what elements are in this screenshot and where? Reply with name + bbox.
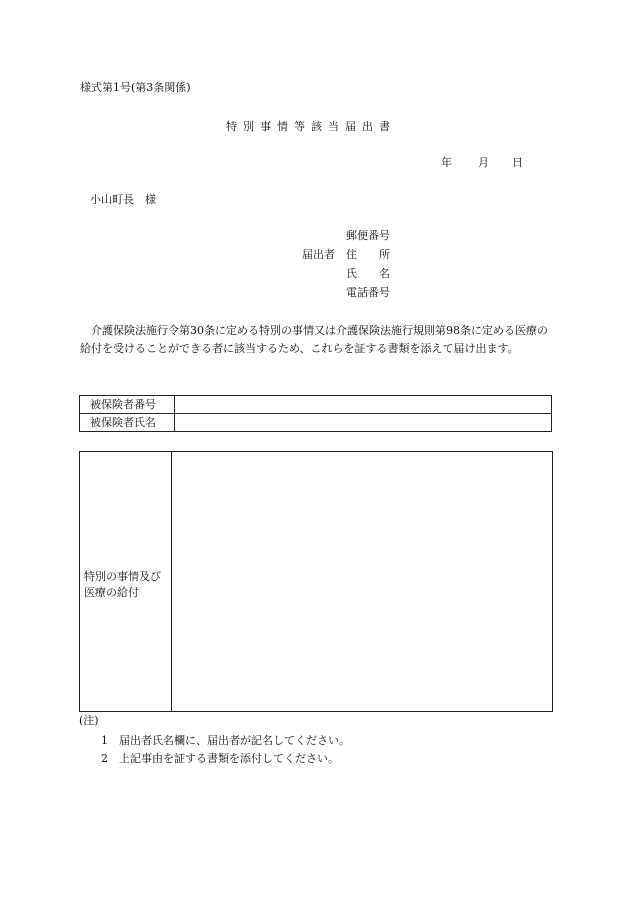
notes-header: (注)	[79, 714, 99, 727]
note-1-number: 1	[101, 734, 108, 747]
insured-number-row	[80, 396, 552, 414]
date-year-label: 年	[441, 156, 452, 169]
insured-name-field[interactable]	[175, 414, 552, 432]
insured-name-label: 被保険者氏名	[80, 414, 175, 432]
insured-number-field[interactable]	[175, 396, 552, 414]
applicant-header: 届出者	[302, 248, 335, 261]
insured-name-row	[80, 414, 552, 432]
special-circumstances-label-cell	[80, 452, 172, 711]
insured-number-label: 被保険者番号	[80, 396, 175, 414]
name-label: 氏 名	[346, 267, 390, 280]
note-2-number: 2	[101, 752, 108, 765]
note-2-text: 上記事由を証する書類を添付してください。	[119, 752, 339, 765]
addressee: 小山町長 様	[90, 193, 156, 206]
insured-info-table	[79, 395, 552, 432]
special-circumstances-field[interactable]	[172, 452, 552, 711]
statement-text: 介護保険法施行令第30条に定める特別の事情又は介護保険法施行規則第98条に定める医療の給付を受けることができる者に該当するため、これらを証する書類を添えて届け出ます。	[80, 324, 548, 355]
address-label: 住 所	[346, 248, 390, 261]
date-month-label: 月	[478, 156, 489, 169]
postal-code-label: 郵便番号	[346, 229, 390, 242]
form-number: 様式第1号(第3条関係)	[80, 81, 191, 94]
date-day-label: 日	[512, 156, 523, 169]
document-title: 特別事情等該当届出書	[226, 120, 396, 133]
note-1-text: 届出者氏名欄に、届出者が記名してください。	[119, 734, 350, 747]
special-circumstances-label: 特別の事情及び医療の給付	[84, 570, 161, 599]
phone-label: 電話番号	[346, 286, 390, 299]
special-circumstances-box	[79, 451, 553, 712]
